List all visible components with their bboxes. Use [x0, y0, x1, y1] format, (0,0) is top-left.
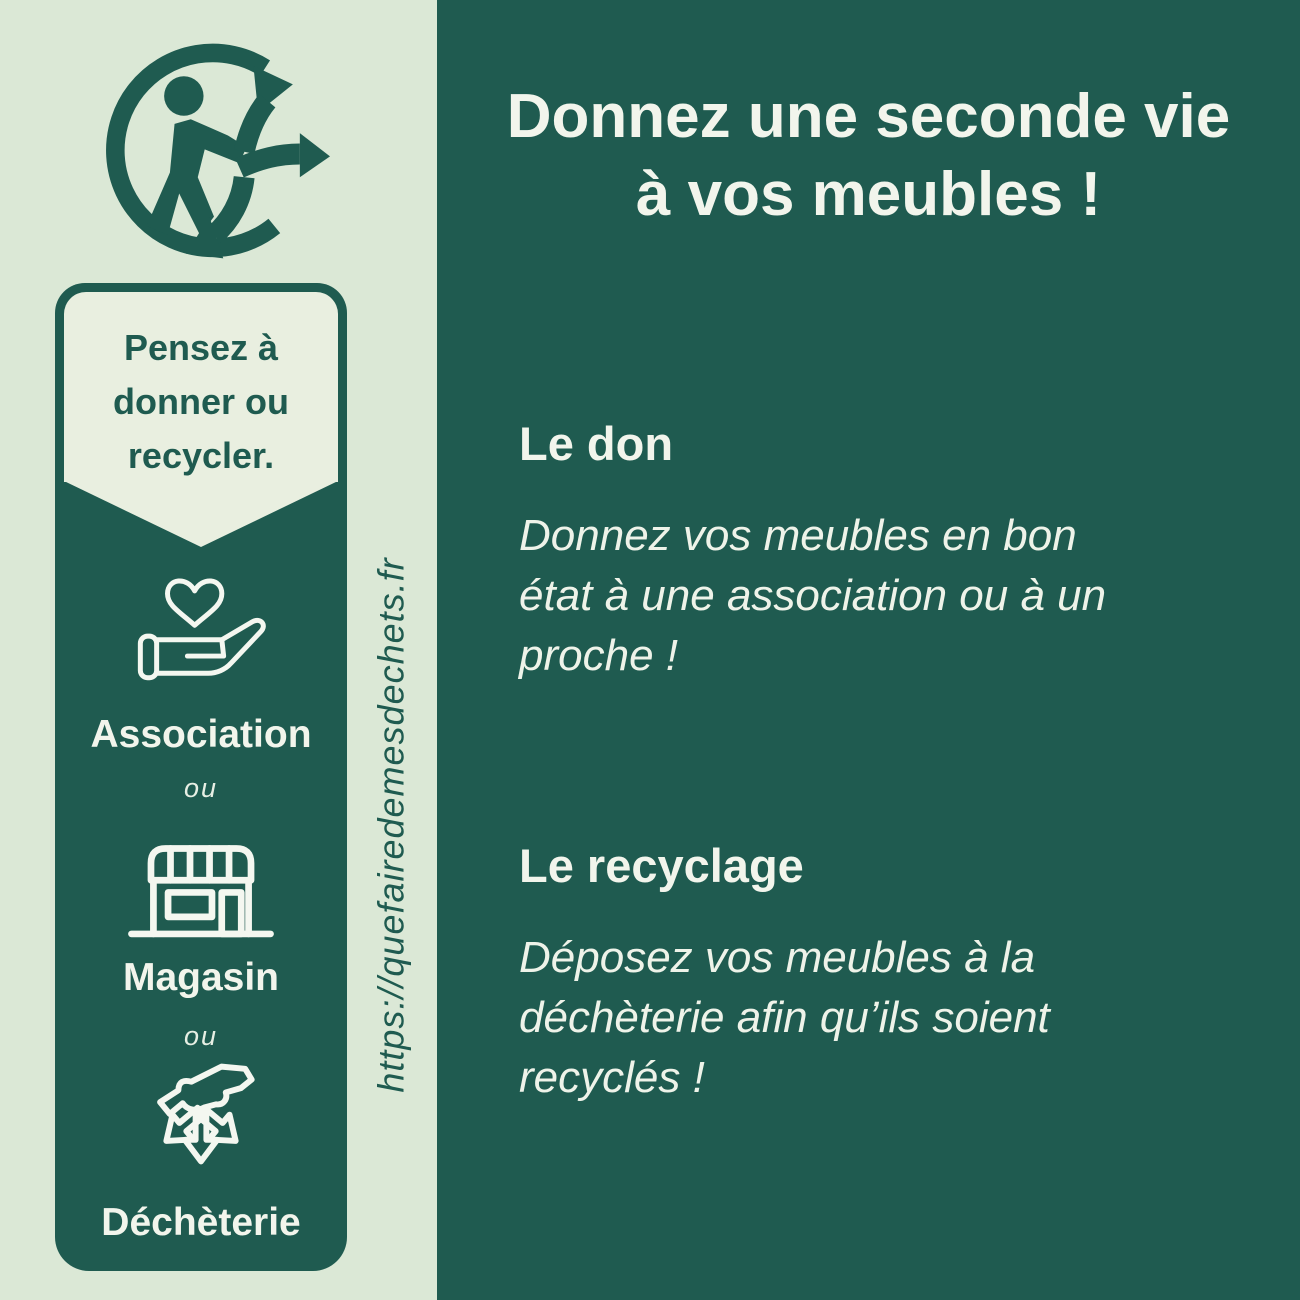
don-line-2: état à une association ou à un: [519, 571, 1107, 620]
website-url-vertical: [342, 350, 442, 1300]
section-heading-don: Le don: [519, 417, 674, 470]
banner-line-1: Pensez à: [123, 327, 279, 368]
banner-pentagon-point: [64, 481, 338, 547]
page-title-line-2: à vos meubles !: [635, 160, 1102, 229]
banner-text: [64, 321, 338, 483]
recyclage-line-1: Déposez vos meubles à la: [519, 933, 1036, 982]
sidebar-ribbon: [55, 283, 347, 1271]
recyclage-line-3: recyclés !: [519, 1053, 705, 1102]
banner-line-2: donner ou: [113, 381, 289, 422]
sidebar-item-magasin: Magasin: [122, 956, 280, 999]
separator-ou-1: ou: [183, 773, 219, 803]
website-url: https://quefairedemesdechets.fr: [371, 557, 412, 1093]
page-title: [437, 78, 1300, 234]
section-heading-recyclage: Le recyclage: [519, 839, 804, 892]
page-title-line-1: Donnez une seconde vie: [506, 82, 1231, 151]
banner-line-3: recycler.: [127, 435, 275, 476]
don-line-3: proche !: [519, 631, 678, 680]
storefront-icon: [98, 829, 304, 951]
don-line-1: Donnez vos meubles en bon: [519, 511, 1077, 560]
sidebar-item-association: Association: [90, 713, 312, 756]
section-body-don: [519, 506, 1259, 686]
separator-ou-2: ou: [183, 1021, 219, 1051]
recyclage-line-2: déchèterie afin qu’ils soient: [519, 993, 1050, 1042]
hand-holding-heart-icon: [115, 555, 287, 701]
main-panel: [437, 0, 1300, 1300]
triman-recycling-logo-icon: [88, 38, 340, 270]
hand-drop-arrows-icon: [115, 1058, 287, 1198]
sidebar-item-decheterie: Déchèterie: [101, 1201, 301, 1244]
section-body-recyclage: [519, 928, 1259, 1108]
